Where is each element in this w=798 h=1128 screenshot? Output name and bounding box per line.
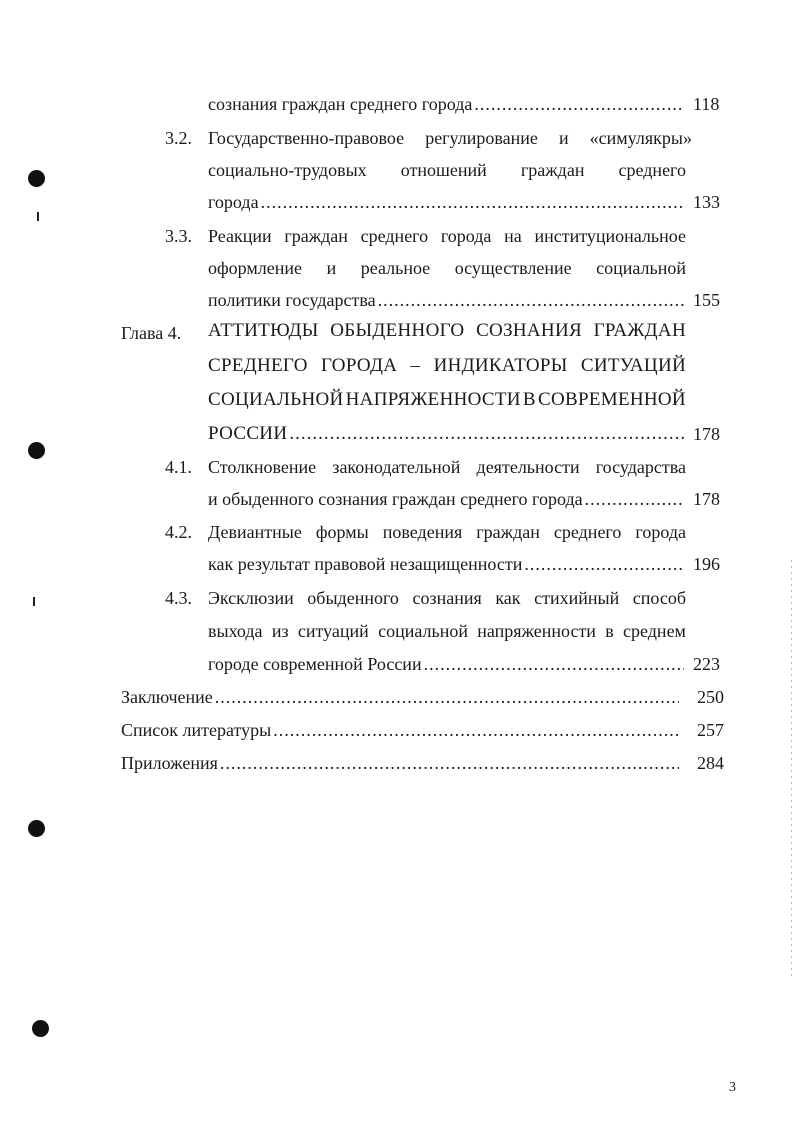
toc-word: ОБЫДЕННОГО xyxy=(330,320,465,341)
toc-word: ГРАЖДАН xyxy=(593,320,686,341)
toc-word: социальной xyxy=(596,258,686,278)
toc-word: осуществление xyxy=(454,258,572,278)
toc-line xyxy=(208,159,686,181)
toc-line xyxy=(121,686,681,708)
toc-word: регулирование xyxy=(425,128,538,148)
toc-word: – xyxy=(410,355,421,376)
toc-line xyxy=(208,488,686,510)
toc-word: способ xyxy=(632,588,686,608)
toc-line xyxy=(208,257,686,279)
toc-word: среднего xyxy=(553,522,622,542)
punch-hole xyxy=(28,170,45,187)
toc-word: Реакции xyxy=(208,226,272,246)
toc-line xyxy=(208,423,686,445)
toc-line xyxy=(208,355,686,377)
toc-line xyxy=(208,127,692,149)
toc-line xyxy=(208,553,686,575)
toc-word: поведения xyxy=(382,522,463,542)
toc-text: Заключение xyxy=(121,687,213,707)
toc-word: НАПРЯЖЕННОСТИ xyxy=(345,389,521,410)
leader-dots xyxy=(261,191,684,213)
punch-hole xyxy=(28,442,45,459)
toc-word: реальное xyxy=(360,258,431,278)
toc-word: Столкновение xyxy=(208,457,317,477)
toc-word: Девиантные xyxy=(208,522,302,542)
toc-word: государства xyxy=(595,457,686,477)
toc-line xyxy=(208,289,686,311)
leader-dots xyxy=(220,752,679,774)
leader-dots xyxy=(474,93,684,115)
toc-section-number: 4.1. xyxy=(165,457,192,477)
toc-section-number: 3.2. xyxy=(165,128,192,148)
toc-text: Список литературы xyxy=(121,720,272,740)
toc-text: городе современной России xyxy=(208,654,422,674)
toc-line xyxy=(121,752,681,774)
toc-word: выхода xyxy=(208,621,263,641)
toc-word: граждан xyxy=(284,226,348,246)
toc-line xyxy=(208,320,686,342)
page-number: 257 xyxy=(697,720,724,740)
toc-section-number: 4.3. xyxy=(165,588,192,608)
toc-word: социально-трудовых xyxy=(208,160,367,180)
toc-line xyxy=(208,456,686,478)
toc-word: граждан xyxy=(476,522,540,542)
toc-word: ИНДИКАТОРЫ xyxy=(433,355,568,376)
toc-text: как результат правовой незащищенности xyxy=(208,554,523,574)
scan-edge xyxy=(791,560,792,980)
leader-dots xyxy=(524,553,684,575)
toc-word: среднего xyxy=(360,226,429,246)
margin-mark xyxy=(37,212,39,221)
sheet-number: 3 xyxy=(729,1080,736,1095)
toc-word: СОЗНАНИЯ xyxy=(476,320,582,341)
toc-text: Приложения xyxy=(121,753,218,773)
toc-text: сознания граждан среднего города xyxy=(208,94,473,114)
toc-word: ГОРОДА xyxy=(321,355,398,376)
toc-word: отношений xyxy=(400,160,487,180)
leader-dots xyxy=(273,719,679,741)
toc-word: социальной xyxy=(378,621,468,641)
leader-dots xyxy=(289,423,684,445)
toc-word: СРЕДНЕГО xyxy=(208,355,308,376)
toc-word: и xyxy=(558,128,569,148)
toc-word: среднего xyxy=(618,160,686,180)
page-number: 133 xyxy=(693,192,720,212)
toc-word: из xyxy=(271,621,289,641)
toc-line xyxy=(208,191,686,213)
toc-word: СОВРЕМЕННОЙ xyxy=(538,389,686,410)
leader-dots xyxy=(215,686,679,708)
leader-dots xyxy=(585,488,684,510)
toc-text: города xyxy=(208,192,259,212)
toc-chapter-number: Глава 4. xyxy=(121,323,182,343)
toc-word: законодательной xyxy=(332,457,461,477)
page-number: 284 xyxy=(697,753,724,773)
toc-section-number: 3.3. xyxy=(165,226,192,246)
toc-line xyxy=(208,587,686,609)
toc-word: оформление xyxy=(208,258,303,278)
toc-line xyxy=(208,225,686,247)
toc-text: и обыденного сознания граждан среднего города xyxy=(208,489,583,509)
page-number: 178 xyxy=(693,489,720,509)
toc-word: ситуаций xyxy=(297,621,369,641)
toc-line xyxy=(208,521,686,543)
toc-word: города xyxy=(440,226,492,246)
toc-text: РОССИИ xyxy=(208,423,288,444)
page-number: 155 xyxy=(693,290,720,310)
toc-word: города xyxy=(635,522,686,542)
toc-word: Эксклюзии xyxy=(208,588,294,608)
toc-word: Государственно-правовое xyxy=(208,128,405,148)
toc-line xyxy=(208,653,686,675)
page-number: 118 xyxy=(693,94,720,114)
toc-word: сознания xyxy=(412,588,482,608)
toc-word: обыденного xyxy=(307,588,399,608)
toc-line xyxy=(208,389,686,411)
toc-word: среднем xyxy=(623,621,686,641)
toc-word: в xyxy=(605,621,614,641)
toc-word: и xyxy=(326,258,337,278)
toc-word: формы xyxy=(315,522,369,542)
toc-line xyxy=(208,93,686,115)
toc-word: как xyxy=(495,588,521,608)
punch-hole xyxy=(32,1020,49,1037)
toc-word: институциональное xyxy=(534,226,686,246)
toc-word: напряженности xyxy=(477,621,596,641)
toc-word: деятельности xyxy=(476,457,580,477)
toc-text: политики государства xyxy=(208,290,376,310)
toc-word: стихийный xyxy=(534,588,620,608)
page-number: 196 xyxy=(693,554,720,574)
page-number: 250 xyxy=(697,687,724,707)
punch-hole xyxy=(28,820,45,837)
leader-dots xyxy=(424,653,684,675)
page-number: 223 xyxy=(693,654,720,674)
leader-dots xyxy=(378,289,684,311)
toc-word: В xyxy=(522,389,536,410)
page-number: 178 xyxy=(693,424,720,444)
toc-word: СИТУАЦИЙ xyxy=(580,355,686,376)
margin-mark xyxy=(33,597,35,606)
toc-word: «симулякры» xyxy=(589,128,692,148)
toc-section-number: 4.2. xyxy=(165,522,192,542)
toc-word: граждан xyxy=(520,160,585,180)
toc-word: АТТИТЮДЫ xyxy=(208,320,319,341)
toc-word: СОЦИАЛЬНОЙ xyxy=(208,389,344,410)
toc-word: на xyxy=(504,226,522,246)
toc-line xyxy=(208,620,686,642)
toc-line xyxy=(121,719,681,741)
